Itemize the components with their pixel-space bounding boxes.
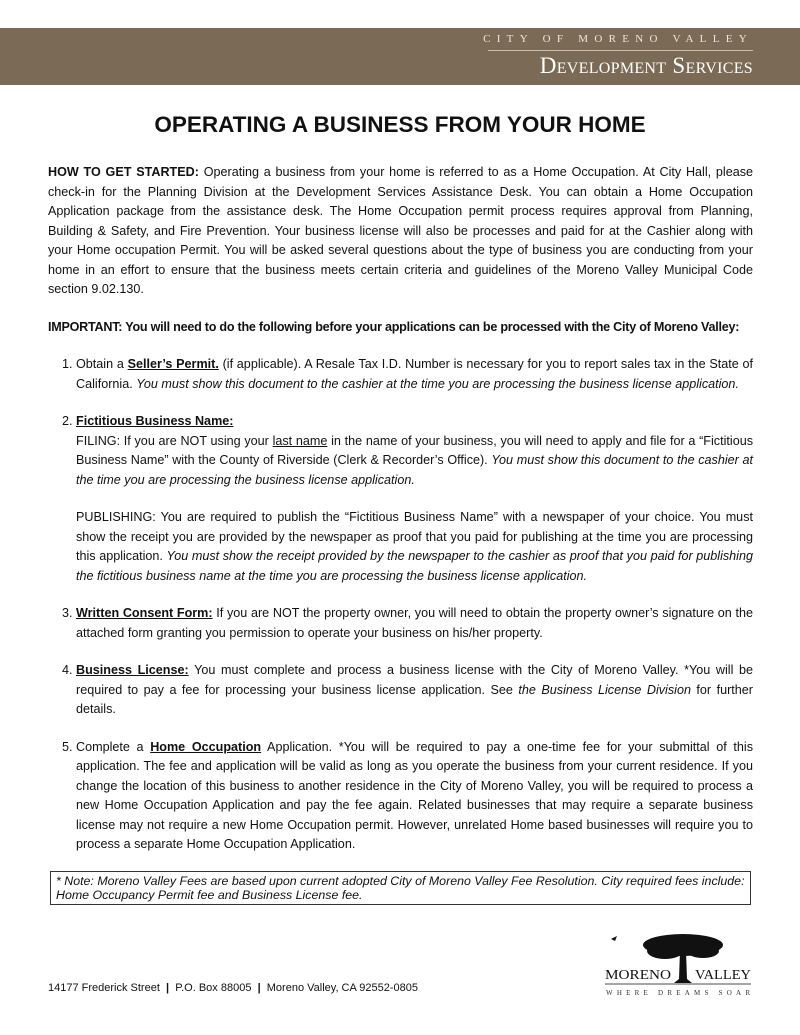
item-text: Obtain a: [76, 357, 128, 371]
footer-pobox: P.O. Box 88005: [175, 981, 252, 994]
header-department: Development Services: [539, 53, 753, 78]
item-text: Application. *You will be required to pay a one-time fee for your submittal of this application. The fee and application will be valid as long as you operate the business from your current residence. If you change the location of this business to another residence in the City of Moreno Valley, you will be required to process a new Home Occupation Application and pay the fee again. Related businesses that may require a separate business license may not require a new Home Occupation permit. However, unrelated Home based businesses will require you to process a separate Home Occupation Application.: [76, 739, 753, 851]
item-text: If you are NOT the property owner, you will need to obtain the property owner’s signature on the attached form granting you permission to operate your business on his/her property.: [76, 606, 753, 640]
item-text: FILING: If you are NOT using your: [76, 433, 273, 448]
page-flow: [48, 163, 753, 1019]
business-license-heading: Business License:: [76, 663, 189, 677]
item-text: You must complete and process a business license with the City of Moreno Valley. *You will be required to pay a fee for processing your business license application. See: [76, 663, 754, 697]
item-italic-text: You must show this document to the cashier at the time you are processing the business license application.: [76, 453, 753, 487]
last-name-text: last name: [272, 433, 328, 448]
header-city: CITY OF MORENO VALLEY: [483, 33, 753, 45]
filing-paragraph: [76, 432, 753, 491]
written-consent-heading: Written Consent Form:: [76, 606, 213, 620]
item-text: in the name of your business, you will need to apply and file for a “Fictitious Business Name” with the County of Riverside (Clerk & Recorder’s Office).: [76, 433, 753, 467]
home-occupation-heading: Home Occupation: [150, 739, 262, 754]
list-item-business-license: [76, 661, 753, 720]
moreno-valley-logo: [603, 929, 753, 999]
footer-street: 14177 Frederick Street: [48, 981, 160, 994]
item-italic-text: You must show this document to the cashier at the time you are processing the business license application.: [136, 376, 739, 391]
fictitious-name-heading: 2. Fictitious Business Name:: [76, 414, 234, 428]
footer-address: 14177 Frederick Street | P.O. Box 88005 | Moreno Valley, CA 92552-0805: [48, 981, 419, 994]
intro-paragraph: [48, 163, 753, 300]
list-item-written-consent: [76, 604, 753, 643]
page-bottom: [48, 929, 753, 999]
fee-note-box: * Note: Moreno Valley Fees are based upon current adopted City of Moreno Valley Fee Resolution. City required fees include: Home Occupancy Permit fee and Business License fee.: [50, 871, 751, 905]
header-banner: [0, 28, 800, 85]
document-body: [48, 163, 753, 855]
important-notice: IMPORTANT: You will need to do the following before your applications can be processed with the City of Moreno Valley:: [48, 319, 740, 334]
bird-icon: [611, 936, 617, 941]
item-text: Complete a: [76, 739, 151, 754]
header-divider: [488, 50, 753, 51]
logo-name-right: VALLEY: [695, 967, 751, 983]
item-italic-text: the Business License Division: [518, 682, 691, 697]
publishing-paragraph: [76, 508, 753, 586]
item-text: (if applicable). A Resale Tax I.D. Number is necessary for you to report sales tax in the State of California.: [76, 357, 754, 391]
list-item-home-occupation: [76, 738, 753, 855]
list-item-fictitious-business-name: [76, 412, 753, 586]
sellers-permit-heading: Seller’s Permit.: [127, 357, 219, 371]
intro-label: HOW TO GET STARTED:: [48, 165, 199, 179]
requirements-list: [48, 355, 753, 855]
logo-name-left: MORENO: [605, 967, 671, 983]
intro-text: Operating a business from your home is referred to as a Home Occupation. At City Hall, please check-in for the Planning Division at the Development Services Assistance Desk. You can obtain a Home Occupation Application package from the assistance desk. The Home Occupation permit process requires approval from Planning, Building & Safety, and Fire Prevention. Your business license will also be processes and paid for at the Cashier along with your Home occupation Permit. You will be asked several questions about the type of business you are conducting from your home in an effort to ensure that the business meets certain criteria and guidelines of the Moreno Valley Municipal Code section 9.02.130.: [48, 165, 754, 296]
footer-city: Moreno Valley, CA 92552-0805: [266, 981, 419, 994]
page-title: OPERATING A BUSINESS FROM YOUR HOME: [154, 112, 646, 137]
item-text: for further details.: [76, 682, 754, 716]
item-italic-text: You must show the receipt provided by the newspaper to the cashier as proof that you paid for publishing the fictitious business name at the time you are processing the business license application.: [76, 549, 753, 583]
logo-tagline: WHERE DREAMS SOAR: [606, 988, 750, 997]
list-item-sellers-permit: [76, 355, 753, 394]
item-text: PUBLISHING: You are required to publish the “Fictitious Business Name” with a newspaper of your choice. You must show the receipt you are provided by the newspaper as proof that you paid for publishing at the time you are processing this application.: [76, 510, 753, 563]
